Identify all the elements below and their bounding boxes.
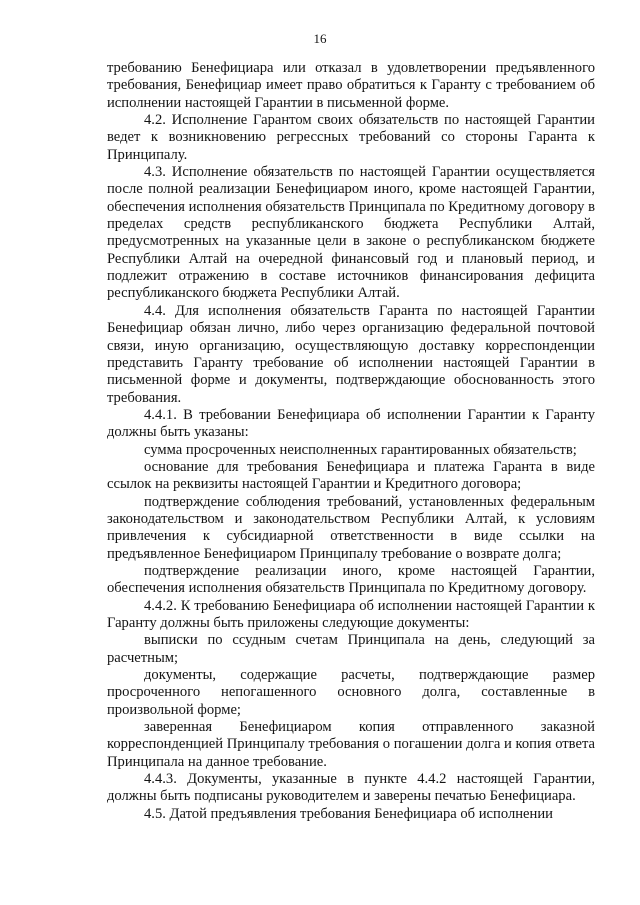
paragraph-continuation: требованию Бенефициара или отказал в удовлетворении предъявленного требования, Бенефициар имеет право обратиться к Гаранту с требованием об исполнении настоящей Гарантии в письменной форме. (107, 60, 595, 111)
list-item-statements: выписки по ссудным счетам Принципала на день, следующий за расчетным; (107, 632, 595, 666)
paragraph-4-4: 4.4. Для исполнения обязательств Гаранта по настоящей Гарантии Бенефициар обязан лично, либо через организацию федеральной почтовой связи, иную организацию, осуществляющую доставку корреспонденции представить Гаранту требование об исполнении настоящей Гарантии в письменной форме и документы, подтверждающие обоснованность этого требования. (107, 302, 595, 406)
list-item-overdue-sum: сумма просроченных неисполненных гарантированных обязательств; (144, 441, 577, 458)
list-item-compliance: подтверждение соблюдения требований, установленных федеральным законодательством и законодательством Республики Алтай, к условиям привлечения к субсидиарной ответственности в виде ссылки на предъявленное Бенефициаром Принципалу требование о возврате долга; (107, 493, 595, 562)
list-item-other-security: подтверждение реализации иного, кроме настоящей Гарантии, обеспечения исполнения обязательств Принципала по Кредитному договору. (107, 562, 595, 597)
list-item-calculations: документы, содержащие расчеты, подтверждающие размер просроченного непогашенного основного долга, составленные в произвольной форме; (107, 667, 595, 718)
paragraph-4-4-1: 4.4.1. В требовании Бенефициара об исполнении Гарантии к Гаранту должны быть указаны: (107, 406, 595, 441)
document-body (107, 60, 595, 823)
paragraph-4-2: 4.2. Исполнение Гарантом своих обязательств по настоящей Гарантии ведет к возникновению регрессных требований со стороны Гаранта к Принципалу. (107, 112, 595, 163)
paragraph-4-3: 4.3. Исполнение обязательств по настоящей Гарантии осуществляется после полной реализации Бенефициаром иного, кроме настоящей Гарантии, обеспечения исполнения обязательств Принципала по Кредитному договору в пределах средств республиканского бюджета Республики Алтай, предусмотренных на указанные цели в законе о республиканском бюджете Республики Алтай на очередной финансовый год и плановый период, и подлежит отражению в составе источников финансирования дефицита республиканского бюджета Республики Алтай. (107, 164, 595, 302)
list-item-certified-copy: заверенная Бенефициаром копия отправленного заказной корреспонденцией Принципалу требования о погашении долга и копия ответа Принципала на данное требование. (107, 719, 595, 770)
page-number: 16 (313, 31, 327, 46)
paragraph-4-5: 4.5. Датой предъявления требования Бенефициара об исполнении (144, 805, 553, 822)
paragraph-4-4-3: 4.4.3. Документы, указанные в пункте 4.4.2 настоящей Гарантии, должны быть подписаны руководителем и заверены печатью Бенефициара. (107, 771, 595, 805)
paragraph-4-4-2: 4.4.2. К требованию Бенефициара об исполнении настоящей Гарантии к Гаранту должны быть приложены следующие документы: (107, 597, 595, 631)
list-item-basis: основание для требования Бенефициара и платежа Гаранта в виде ссылок на реквизиты настоящей Гарантии и Кредитного договора; (107, 458, 595, 493)
